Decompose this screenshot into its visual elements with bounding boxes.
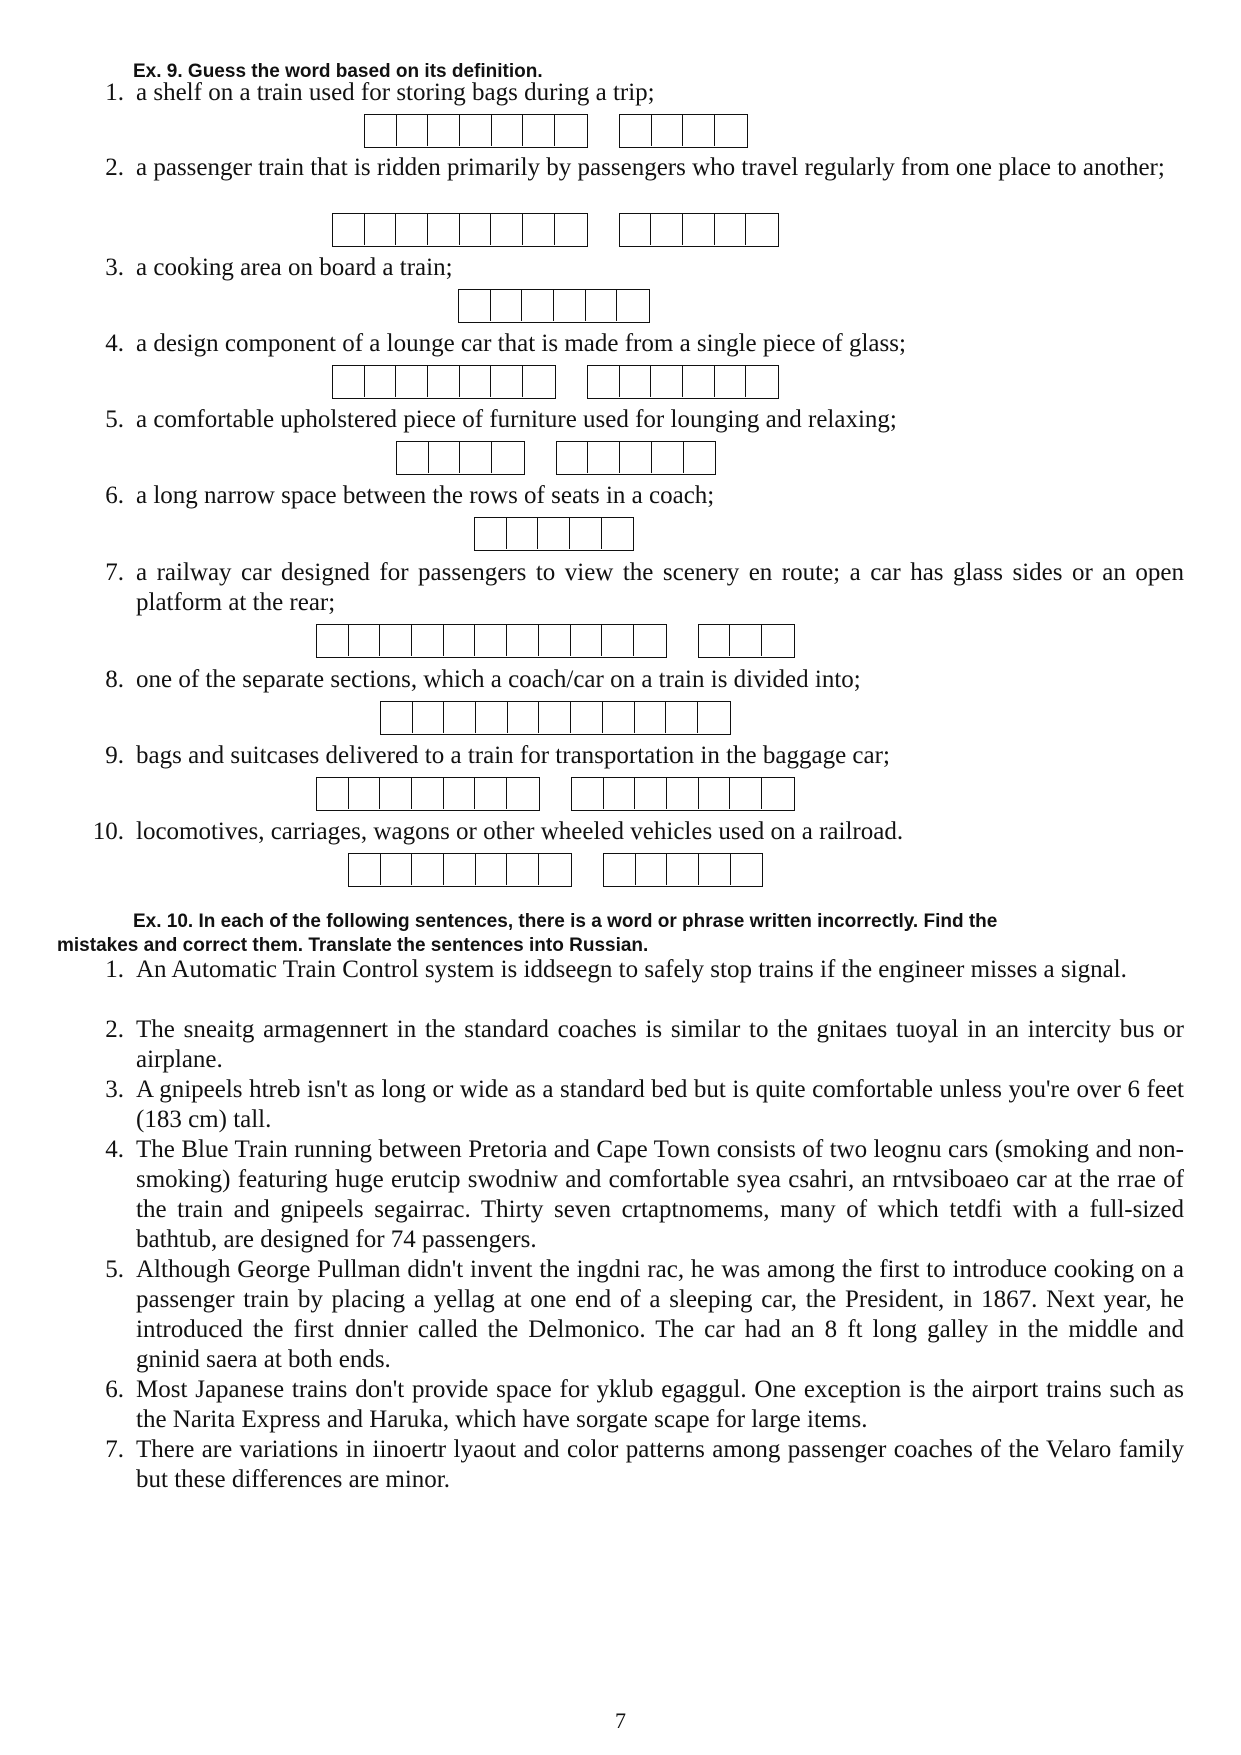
item-number: 2. (105, 154, 124, 181)
answer-boxes-7[interactable] (316, 624, 795, 658)
sentence-text: An Automatic Train Control system is iddseegn to safely stop trains if the engineer misses a signal. (136, 956, 1127, 983)
word-group[interactable] (619, 114, 748, 148)
ex9-heading: Ex. 9. Guess the word based on its definition. (133, 61, 543, 82)
word-group[interactable] (587, 365, 779, 399)
word-group[interactable] (698, 624, 795, 658)
item-number: 3. (105, 1076, 124, 1103)
word-group[interactable] (603, 853, 763, 887)
word-group[interactable] (571, 777, 795, 811)
ex10-heading-line2: mistakes and correct them. Translate the sentences into Russian. (57, 935, 649, 956)
definition-text: a railway car designed for passengers to view the scenery en route; a car has glass sides or an open platform at the rear; (136, 559, 1184, 616)
sentence-text: There are variations in iinoertr lyaout and color patterns among passenger coaches of the Velaro family but these differences are minor. (136, 1436, 1184, 1493)
answer-boxes-5[interactable] (396, 441, 716, 475)
sentence-text: Most Japanese trains don't provide space for yklub egaggul. One exception is the airport trains such as the Narita Express and Haruka, which have sorgate scape for large items. (136, 1376, 1184, 1433)
sentence-text: The sneaitg armagennert in the standard coaches is similar to the gnitaes tuoyal in an intercity bus or airplane. (136, 1016, 1184, 1073)
word-group[interactable] (458, 289, 650, 323)
word-group[interactable] (316, 777, 540, 811)
word-group[interactable] (316, 624, 667, 658)
item-number: 4. (105, 330, 124, 357)
answer-boxes-4[interactable] (332, 365, 779, 399)
definition-text: a design component of a lounge car that is made from a single piece of glass; (136, 330, 906, 357)
item-number: 7. (105, 1436, 124, 1463)
answer-boxes-1[interactable] (364, 114, 748, 148)
item-number: 3. (105, 254, 124, 281)
item-number: 9. (105, 742, 124, 769)
page-number: 7 (615, 1708, 626, 1733)
definition-text: locomotives, carriages, wagons or other wheeled vehicles used on a railroad. (136, 818, 904, 845)
definition-text: bags and suitcases delivered to a train for transportation in the baggage car; (136, 742, 890, 769)
item-number: 1. (105, 956, 124, 983)
definition-text: a long narrow space between the rows of seats in a coach; (136, 482, 715, 509)
definition-text: a shelf on a train used for storing bags during a trip; (136, 79, 655, 106)
word-group[interactable] (396, 441, 525, 475)
definition-text: a cooking area on board a train; (136, 254, 453, 281)
answer-boxes-8[interactable] (380, 701, 731, 735)
item-number: 2. (105, 1016, 124, 1043)
definition-text: one of the separate sections, which a coach/car on a train is divided into; (136, 666, 861, 693)
answer-boxes-2[interactable] (332, 213, 779, 247)
item-number: 4. (105, 1136, 124, 1163)
item-number: 5. (105, 1256, 124, 1283)
answer-boxes-9[interactable] (316, 777, 795, 811)
answer-boxes-3[interactable] (458, 289, 650, 323)
item-number: 5. (105, 406, 124, 433)
ex10-heading-line1: Ex. 10. In each of the following sentences, there is a word or phrase written incorrectly. Find the (133, 911, 998, 932)
answer-boxes-6[interactable] (474, 517, 634, 551)
word-group[interactable] (332, 365, 556, 399)
word-group[interactable] (380, 701, 731, 735)
item-number: 10. (92, 818, 124, 845)
item-number: 8. (105, 666, 124, 693)
word-group[interactable] (348, 853, 572, 887)
item-number: 6. (105, 482, 124, 509)
word-group[interactable] (619, 213, 779, 247)
item-number: 6. (105, 1376, 124, 1403)
word-group[interactable] (556, 441, 716, 475)
answer-boxes-10[interactable] (348, 853, 763, 887)
item-number: 1. (105, 79, 124, 106)
word-group[interactable] (364, 114, 588, 148)
sentence-text: Although George Pullman didn't invent the ingdni rac, he was among the first to introduce cooking on a passenger train by placing a yellag at one end of a sleeping car, the President, in 1867. Next year, he introduced the first dnnier called the Delmonico. The car had an 8 ft long galley in the middle and gninid saera at both ends. (136, 1256, 1184, 1373)
sentence-text: A gnipeels htreb isn't as long or wide as a standard bed but is quite comfortable unless you're over 6 feet (183 cm) tall. (136, 1076, 1184, 1133)
word-group[interactable] (332, 213, 588, 247)
definition-text: a passenger train that is ridden primarily by passengers who travel regularly from one place to another; (136, 154, 1165, 181)
definition-text: a comfortable upholstered piece of furniture used for lounging and relaxing; (136, 406, 897, 433)
item-number: 7. (105, 559, 124, 586)
sentence-text: The Blue Train running between Pretoria and Cape Town consists of two leognu cars (smoking and non-smoking) featuring huge erutcip swodniw and comfortable syea csahri, an rntvsiboaeo car at the rrae of the train and gnipeels segairrac. Thirty seven crtaptnomems, many of which tetdfi with a full-sized bathtub, are designed for 74 passengers. (136, 1136, 1184, 1253)
word-group[interactable] (474, 517, 634, 551)
